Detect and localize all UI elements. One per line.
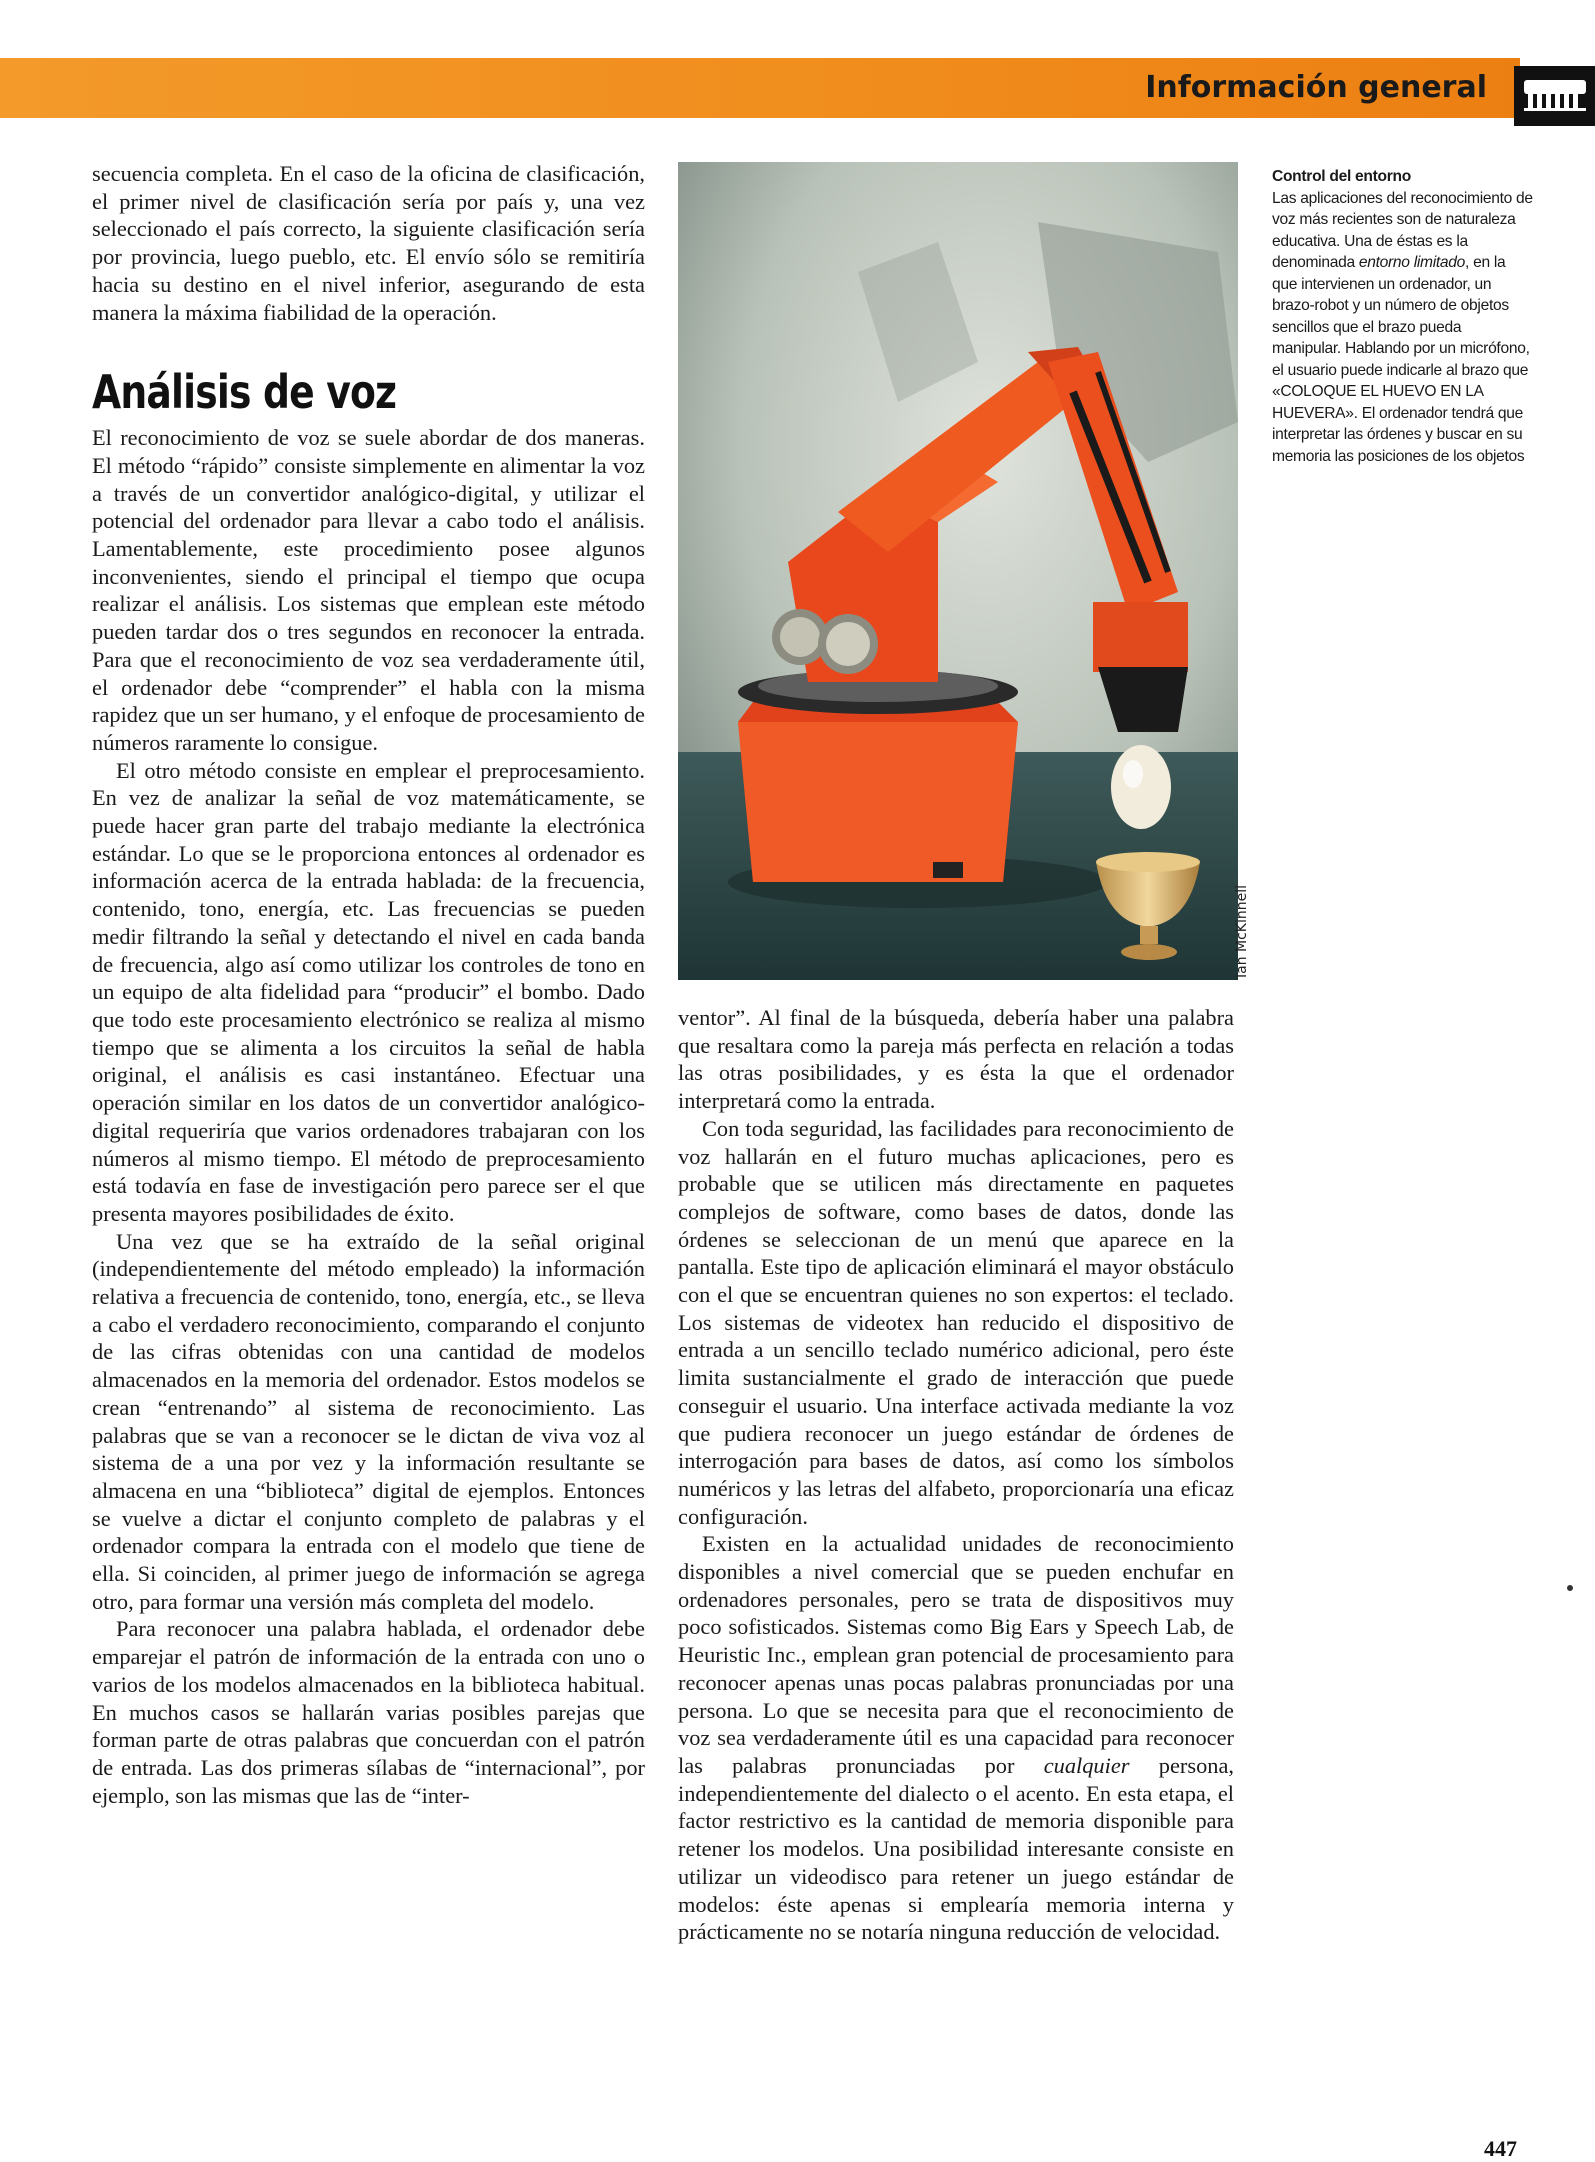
caption-emphasis: entorno limitado — [1358, 254, 1466, 271]
page-number: 447 — [1484, 2136, 1517, 2161]
robot-arm-photo — [678, 162, 1238, 980]
section-heading: Análisis de voz — [92, 365, 397, 420]
photo-credit: Ian McKinnell — [1234, 884, 1250, 978]
caption-title: Control del entorno — [1272, 168, 1411, 185]
body-paragraph: Una vez que se ha extraído de la señal original (independientemente del método empleado) la información relativa a frecuencia de contenido, tono, energía, etc., se lleva a cabo el verdadero reconocimiento, comparando el conjunto de las cifras obtenidas con una cantidad de modelos almacenados en la memoria del ordenador. Estos modelos se crean “entrenando” al sistema de reconocimiento. Las palabras que se van a reconocer se le dictan de viva voz al sistema de a una por vez y la información resultante se almacena en una “biblioteca” digital de ejemplos. Entonces se vuelve a dictar el conjunto completo de palabras y el ordenador compara la entrada con el modelo que tiene de ella. Si coinciden, al primer juego de información se agrega otro, para formar una versión más completa del modelo. — [92, 1228, 645, 1614]
sidebar-caption — [1272, 166, 1534, 467]
keyboard-keys-icon — [1514, 66, 1595, 126]
body-paragraph: Con toda seguridad, las facilidades para reconocimiento de voz hallarán en el futuro muchas aplicaciones, pero es probable que se utilicen más directamente en paquetes complejos de software, como bases de datos, donde las órdenes se seleccionan de un menú que aparece en la pantalla. Este tipo de aplicación eliminará el mayor obstáculo con el que se encuentran quienes no son expertos: el teclado. Los sistemas de videotex han reducido el dispositivo de entrada a un sencillo teclado numérico adicional, pero éste limita sustancialmente el grado de interacción que puede conseguir el usuario. Una interface activada mediante la voz que pudiera reconocer un juego estándar de órdenes de interrogación para bases de datos, así como los símbolos numéricos y las letras del alfabeto, proporcionaría una eficaz configuración. — [678, 1115, 1234, 1529]
body-paragraph: Para reconocer una palabra hablada, el ordenador debe emparejar el patrón de información de la entrada con uno o varios de los modelos almacenados en la biblioteca habitual. En muchos casos se hallarán varias posibles parejas que forman parte de otras palabras que concuerdan con el patrón de entrada. Las dos primeras sílabas de “internacional”, por ejemplo, son las mismas que las de “inter- — [92, 1616, 645, 1808]
intro-paragraph: secuencia completa. En el caso de la oficina de clasificación, el primer nivel de clasificación sería por país y, una vez seleccionado el país correcto, la siguiente clasificación sería por provincia, luego pueblo, etc. El envío sólo se remitiría hacia su destino en el nivel inferior, asegurando de esta manera la máxima fiabilidad de la operación. — [92, 161, 645, 325]
robot-arm-with-egg-icon — [678, 162, 1238, 980]
body-paragraph: El reconocimiento de voz se suele abordar de dos maneras. El método “rápido” consiste simplemente en alimentar la voz a través de un convertidor analógico-digital, y utilizar el potencial del ordenador para llevar a cabo todo el análisis. Lamentablemente, este procedimiento posee algunos inconvenientes, siendo el principal el tiempo que ocupa realizar el análisis. Los sistemas que emplean este método pueden tardar dos o tres segundos en reconocer la entrada. Para que el reconocimiento de voz sea verdaderamente útil, el ordenador debe “comprender” el habla con la misma rapidez que un ser humano, y el enfoque de procesamiento de números raramente lo consigue. — [92, 425, 645, 755]
body-paragraph — [678, 1530, 1234, 1946]
scan-mark — [1567, 1585, 1573, 1591]
paragraph-text-start: Existen en la actualidad unidades de reconocimiento disponibles a nivel comercial que se pueden enchufar en ordenadores personales, pero se trata de dispositivos muy poco sofisticados. Sistemas como Big Ears y Speech Lab, de Heuristic Inc., emplean gran potencial de procesamiento para reconocer apenas unas pocas palabras pronunciadas por una persona. Lo que se necesita para que el reconocimiento de voz sea verdaderamente útil es una capacidad para reconocer las palabras pronunciadas por — [678, 1531, 1234, 1778]
caption-text — [1272, 188, 1534, 468]
paragraph-text-end: persona, independientemente del dialecto o el acento. En esta etapa, el factor restrictivo es la cantidad de memoria disponible para retener los modelos. Una posibilidad interesante consiste en utilizar un videodisco para retener un juego estándar de modelos: éste apenas si emplearía memoria interna y prácticamente no se notaría ninguna reducción de velocidad. — [678, 1752, 1234, 1945]
emphasis-word: cualquier — [1043, 1752, 1130, 1778]
body-paragraph: ventor”. Al final de la búsqueda, debería haber una palabra que resaltara como la pareja más perfecta en relación a todas las otras posibilidades, y es ésta la que el ordenador interpretará como la entrada. — [678, 1005, 1234, 1114]
caption-text-start: Las aplicaciones del reconocimiento de voz más recientes son de naturaleza educativa. Una de éstas es la denominada — [1272, 189, 1533, 271]
left-column — [92, 160, 645, 1809]
right-column — [678, 1004, 1234, 1946]
caption-text-end: , en la que intervienen un ordenador, un brazo-robot y un número de objetos sencillos que el brazo pueda manipular. Hablando por un micrófono, el usuario puede indicarle al brazo que «COLOQUE EL HUEVO EN LA HUEVERA». El ordenador tendrá que interpretar las órdenes y buscar en su memoria las posiciones de los objetos — [1272, 254, 1530, 465]
body-paragraph: El otro método consiste en emplear el preprocesamiento. En vez de analizar la señal de voz matemáticamente, se puede hacer gran parte del trabajo mediante la electrónica estándar. Lo que se le proporciona entonces al ordenador es información acerca de la entrada hablada: de la frecuencia, contenido, tono, energía, etc. Las frecuencias se pueden medir filtrando la señal y detectando el nivel en cada banda de frecuencia, algo así como utilizar los controles de tono en un equipo de alta fidelidad para “producir” el bombo. Dado que todo este procesamiento electrónico se realiza al mismo tiempo que se alimenta a los circuitos la señal de habla original, el análisis es casi instantáneo. Efectuar una operación similar en los datos de un convertidor analógico-digital requeriría que varios ordenadores trabajaran con los números al mismo tiempo. El método de preprocesamiento está todavía en fase de investigación pero parece ser el que presenta mayores posibilidades de éxito. — [92, 757, 645, 1226]
section-title: Información general — [1145, 70, 1487, 105]
